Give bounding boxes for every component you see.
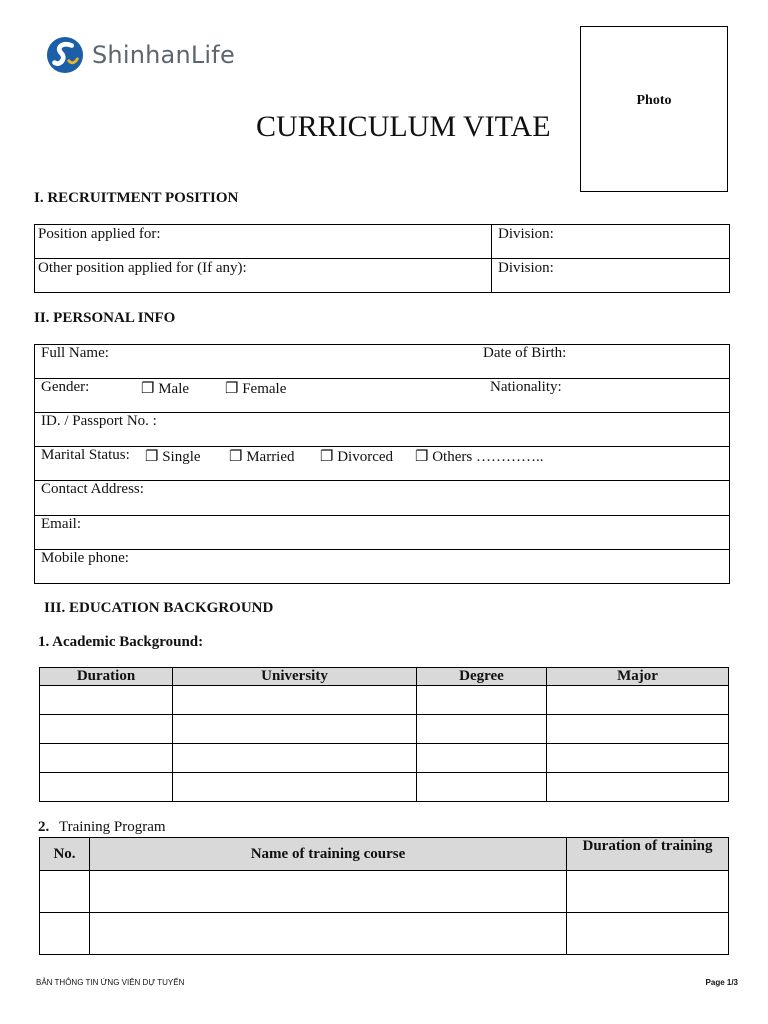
table-cell[interactable] [567,913,729,955]
full-name-label: Full Name: [41,345,109,361]
training-col-duration: Duration of training [567,838,729,871]
gender-female-checkbox[interactable]: ❐ Female [225,381,287,397]
gender-male-checkbox[interactable]: ❐ Male [141,381,190,397]
position-label: Position applied for: [38,226,161,242]
table-cell[interactable] [547,686,729,715]
company-logo [46,36,235,74]
logo-text: ShinhanLife [92,41,235,69]
division-label-2: Division: [498,260,554,276]
table-cell[interactable] [40,715,173,744]
table-cell[interactable] [567,871,729,913]
table-cell[interactable] [417,773,547,802]
other-position-label: Other position applied for (If any): [38,260,247,276]
section-education-heading: III. EDUCATION BACKGROUND [44,600,274,616]
marital-status-label: Marital Status: [41,447,130,463]
table-cell[interactable] [90,913,567,955]
training-col-course: Name of training course [90,838,567,871]
marital-married-checkbox[interactable]: ❐ Married [229,449,295,465]
table-cell[interactable] [417,744,547,773]
table-cell[interactable] [40,773,173,802]
table-cell[interactable] [547,744,729,773]
nationality-label: Nationality: [490,379,562,395]
table-cell[interactable] [173,773,417,802]
academic-col-university: University [173,668,417,686]
academic-background-heading: 1. Academic Background: [38,634,204,650]
marital-divorced-checkbox[interactable]: ❐ Divorced [320,449,394,465]
table-cell[interactable] [547,773,729,802]
training-title: Training Program [59,819,166,835]
photo-box[interactable] [580,26,728,192]
table-cell[interactable] [40,871,90,913]
training-col-no: No. [40,838,90,871]
table-row [40,773,729,802]
dob-label: Date of Birth: [483,345,567,361]
table-cell[interactable] [40,686,173,715]
training-table [39,837,729,955]
table-cell[interactable] [90,871,567,913]
email-label: Email: [41,516,81,532]
division-field-1[interactable] [492,225,730,259]
table-row [40,913,729,955]
table-row [40,871,729,913]
table-row [40,744,729,773]
academic-table [39,667,729,802]
table-cell[interactable] [40,913,90,955]
personal-info-box [34,344,730,584]
photo-label: Photo [636,93,672,108]
gender-label: Gender: [41,379,90,395]
academic-col-degree: Degree [417,668,547,686]
recruitment-table [34,224,730,293]
training-program-heading [38,819,166,836]
marital-others-checkbox[interactable]: ❐ Others ………….. [415,449,544,465]
mobile-phone-label: Mobile phone: [41,550,129,566]
table-row [40,715,729,744]
table-cell[interactable] [40,744,173,773]
shinhan-logo-icon [46,36,84,74]
academic-col-duration: Duration [40,668,173,686]
footer-page-number: Page 1/3 [705,978,738,987]
marital-single-checkbox[interactable]: ❐ Single [145,449,201,465]
training-number: 2. [38,819,50,835]
footer-document-name: BẢN THÔNG TIN ỨNG VIÊN DỰ TUYỂN [36,978,185,987]
other-position-field[interactable] [35,259,492,293]
table-cell[interactable] [547,715,729,744]
position-field[interactable] [35,225,492,259]
table-cell[interactable] [173,744,417,773]
division-field-2[interactable] [492,259,730,293]
table-cell[interactable] [173,715,417,744]
page-title: CURRICULUM VITAE [256,110,551,143]
table-row [40,686,729,715]
contact-address-label: Contact Address: [41,481,144,497]
section-personal-heading: II. PERSONAL INFO [34,310,176,326]
table-cell[interactable] [417,686,547,715]
academic-col-major: Major [547,668,729,686]
id-passport-label: ID. / Passport No. : [41,413,157,429]
section-recruitment-heading: I. RECRUITMENT POSITION [34,190,239,206]
table-cell[interactable] [173,686,417,715]
table-cell[interactable] [417,715,547,744]
division-label-1: Division: [498,226,554,242]
